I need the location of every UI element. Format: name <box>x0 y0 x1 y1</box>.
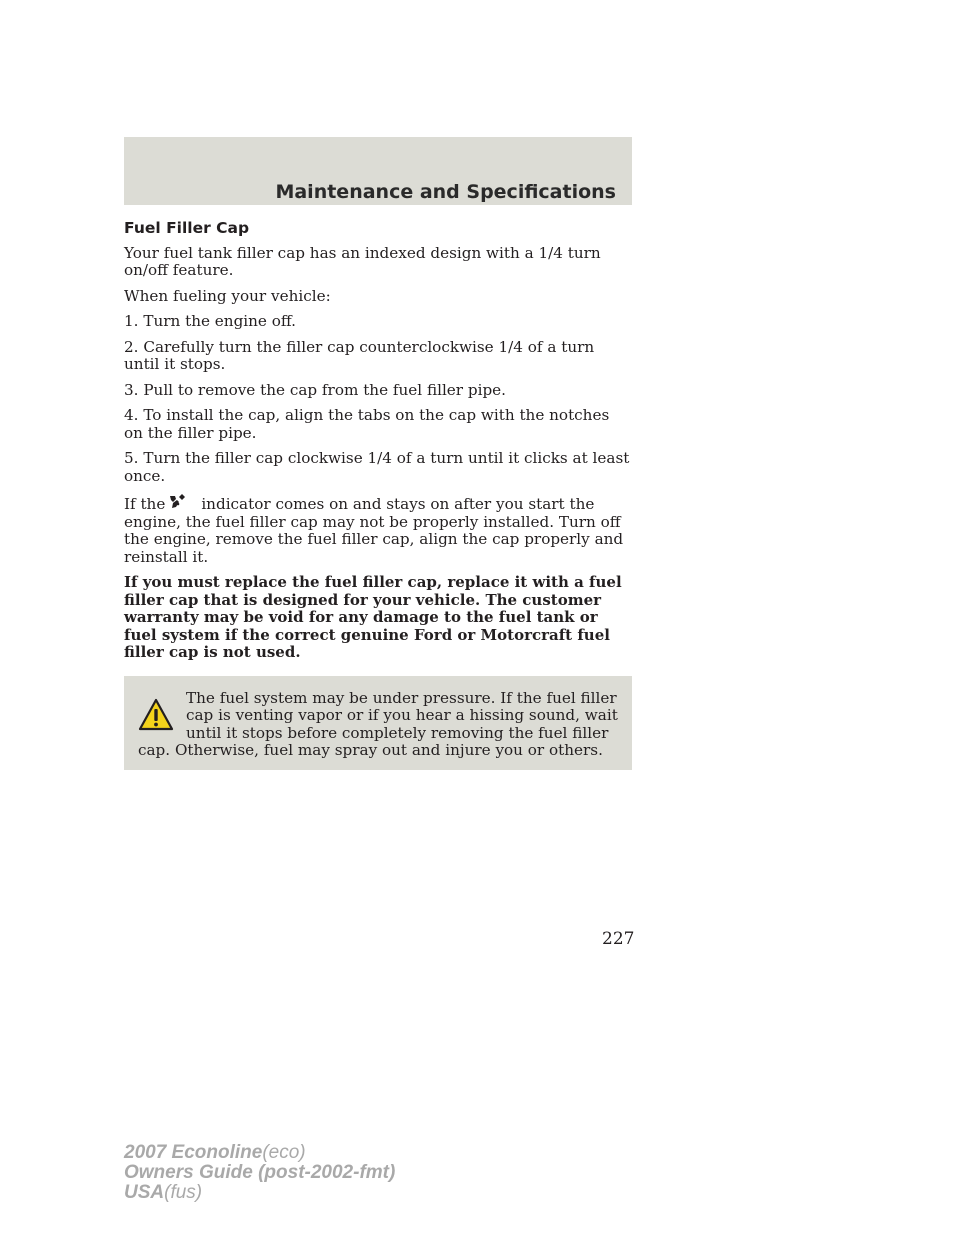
indicator-paragraph <box>124 493 632 566</box>
footer-line-2 <box>124 1163 395 1183</box>
page-header-title: Maintenance and Specifications <box>275 181 616 203</box>
step-2: 2. Carefully turn the filler cap counterclockwise 1/4 of a turn until it stops. <box>124 337 595 373</box>
warning-triangle-icon <box>138 698 174 732</box>
intro-paragraph: Your fuel tank filler cap has an indexed design with a 1/4 turn on/off feature. <box>124 243 601 279</box>
footer-market: USA <box>124 1182 165 1203</box>
step-5: 5. Turn the filler cap clockwise 1/4 of a turn until it clicks at least once. <box>124 449 630 485</box>
footer-guide: Owners Guide (post-2002-fmt) <box>124 1162 396 1183</box>
footer-market-tag: (fus) <box>164 1182 203 1203</box>
step-4: 4. To install the cap, align the tabs on the cap with the notches on the filler pipe. <box>124 406 610 442</box>
header-band <box>124 137 632 205</box>
warning-text: The fuel system may be under pressure. If the fuel filler cap is venting vapor or if you hear a hissing sound, wait until it stops before completely removing the fuel filler cap. Otherwise, fuel may spray out and injure you or others. <box>138 688 618 759</box>
footer-line-3 <box>124 1183 395 1203</box>
warning-box <box>124 676 632 770</box>
footer-model-tag: (eco) <box>262 1142 306 1163</box>
footer-line-1 <box>124 1143 395 1163</box>
lead-paragraph: When fueling your vehicle: <box>124 286 331 305</box>
footer-model: 2007 Econoline <box>124 1142 263 1163</box>
step-1: 1. Turn the engine off. <box>124 312 296 330</box>
section-title: Fuel Filler Cap <box>124 219 250 237</box>
replacement-notice: If you must replace the fuel filler cap, replace it with a fuel filler cap that is designed for your vehicle. The customer warranty may be void for any damage to the fuel tank or fuel system if the correct genuine Ford or Motorcraft fuel filler cap is not used. <box>124 573 622 661</box>
step-3: 3. Pull to remove the cap from the fuel filler pipe. <box>124 380 507 399</box>
document-footer <box>124 1143 395 1203</box>
page-number: 227 <box>602 929 635 949</box>
check-fuel-cap-icon <box>167 493 187 511</box>
indicator-text-after: indicator comes on and stays on after you start the engine, the fuel filler cap may not be properly installed. Turn off the engine, remove the fuel filler cap, align the cap properly and reinstall it. <box>124 495 624 566</box>
main-content <box>124 220 632 770</box>
indicator-text-before: If the <box>124 495 166 513</box>
